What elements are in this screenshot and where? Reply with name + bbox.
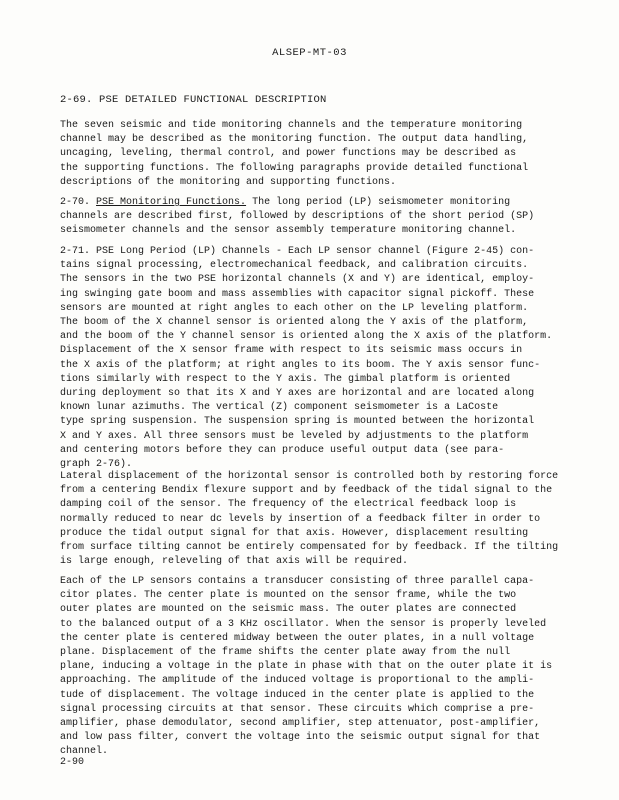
text-line: and centering motors before they can produce useful output data (see para- <box>60 444 505 456</box>
text-line: signal processing circuits at that sensor. These circuits which comprise a pre- <box>60 703 535 715</box>
text-line: tude of displacement. The voltage induced in the center plate is applied to the <box>60 689 535 701</box>
text-line: ing swinging gate boom and mass assemblies with capacitor signal pickoff. These <box>60 288 535 300</box>
text-line: The seven seismic and tide monitoring channels and the temperature monitoring <box>60 120 523 131</box>
text-line: seismometer channels and the sensor assembly temperature monitoring channel. <box>60 225 517 237</box>
text-line: the X axis of the platform; at right angles to its boom. The Y axis sensor func- <box>60 359 541 371</box>
text-line: uncaging, leveling, thermal control, and power functions may be described as <box>60 148 517 160</box>
text-line: normally reduced to near dc levels by insertion of a feedback filter in order to <box>60 513 541 525</box>
text-line: The sensors in the two PSE horizontal channels (X and Y) are identical, employ- <box>60 274 535 286</box>
text-line: amplifier, phase demodulator, second amplifier, step attenuator, post-amplifier, <box>60 718 541 730</box>
text-line: to the balanced output of a 3 KHz oscillator. When the sensor is properly leveled <box>60 618 547 630</box>
text-line: tains signal processing, electromechanical feedback, and calibration circuits. <box>60 260 529 272</box>
text-line: and low pass filter, convert the voltage into the seismic output signal for that <box>60 732 541 744</box>
text-line: The boom of the X channel sensor is oriented along the Y axis of the platform, <box>60 317 529 329</box>
text-line: citor plates. The center plate is mounted on the sensor frame, while the two <box>60 590 517 602</box>
text-line: channel may be described as the monitoring function. The output data handling, <box>60 134 529 146</box>
text-line: produce the tidal output signal for that axis. However, displacement resulting <box>60 527 529 539</box>
paragraph-2-69-body <box>60 119 580 190</box>
text-run: The long period (LP) seismometer monitoring <box>246 197 511 208</box>
text-line: from a centering Bendix flexure support and by feedback of the tidal signal to the <box>60 485 553 497</box>
paragraph-heading: PSE Monitoring Functions. <box>96 197 247 208</box>
text-line: from surface tilting cannot be entirely compensated for by feedback. If the tilting <box>60 542 559 554</box>
text-line: X and Y axes. All three sensors must be leveled by adjustments to the platform <box>60 430 529 442</box>
text-line: approaching. The amplitude of the induced voltage is proportional to the ampli- <box>60 675 535 687</box>
text-line: channels are described first, followed by descriptions of the short period (SP) <box>60 211 535 223</box>
section-title: 2-69. PSE DETAILED FUNCTIONAL DESCRIPTION <box>60 94 327 106</box>
text-line: during deployment so that its X and Y axes are horizontal and are located along <box>60 388 535 400</box>
text-line: and the boom of the Y channel sensor is oriented along the X axis of the platform. <box>60 331 553 343</box>
text-line: descriptions of the monitoring and supporting functions. <box>60 176 397 188</box>
text-line <box>60 196 580 210</box>
paragraph-number: 2-70. <box>60 197 91 208</box>
page-number: 2-90 <box>60 757 85 768</box>
text-line: Displacement of the X sensor frame with respect to its seismic mass occurs in <box>60 345 523 357</box>
text-line: Lateral displacement of the horizontal sensor is controlled both by restoring force <box>60 471 559 482</box>
text-line: type spring suspension. The suspension spring is mounted between the horizontal <box>60 416 535 428</box>
paragraph-2-71 <box>60 245 580 472</box>
text-line: outer plates are mounted on the seismic mass. The outer plates are connected <box>60 604 517 616</box>
text-line: graph 2-76). <box>60 459 133 471</box>
text-line: 2-71. PSE Long Period (LP) Channels - Each LP sensor channel (Figure 2-45) con- <box>60 246 535 257</box>
text-line: plane. Displacement of the frame shifts the center plate away from the null <box>60 647 511 659</box>
text-line: sensors are mounted at right angles to each other on the LP leveling platform. <box>60 302 529 314</box>
text-line: is large enough, releveling of that axis will be required. <box>60 556 409 568</box>
text-line: damping coil of the sensor. The frequency of the electrical feedback loop is <box>60 499 517 511</box>
text-line: plane, inducing a voltage in the plate in phase with that on the outer plate it is <box>60 661 553 673</box>
paragraph-lp-sensors <box>60 575 580 760</box>
text-line: the center plate is centered midway between the outer plates, in a null voltage <box>60 632 535 644</box>
paragraph-2-70 <box>60 196 580 239</box>
document-header: ALSEP-MT-03 <box>272 47 347 59</box>
text-line: Each of the LP sensors contains a transducer consisting of three parallel capa- <box>60 576 535 587</box>
paragraph-lateral-displacement <box>60 470 580 569</box>
text-line: the supporting functions. The following paragraphs provide detailed functional <box>60 162 529 174</box>
text-line: known lunar azimuths. The vertical (Z) component seismometer is a LaCoste <box>60 402 499 414</box>
text-line: channel. <box>60 746 109 758</box>
text-line: tions similarly with respect to the Y axis. The gimbal platform is oriented <box>60 373 511 385</box>
